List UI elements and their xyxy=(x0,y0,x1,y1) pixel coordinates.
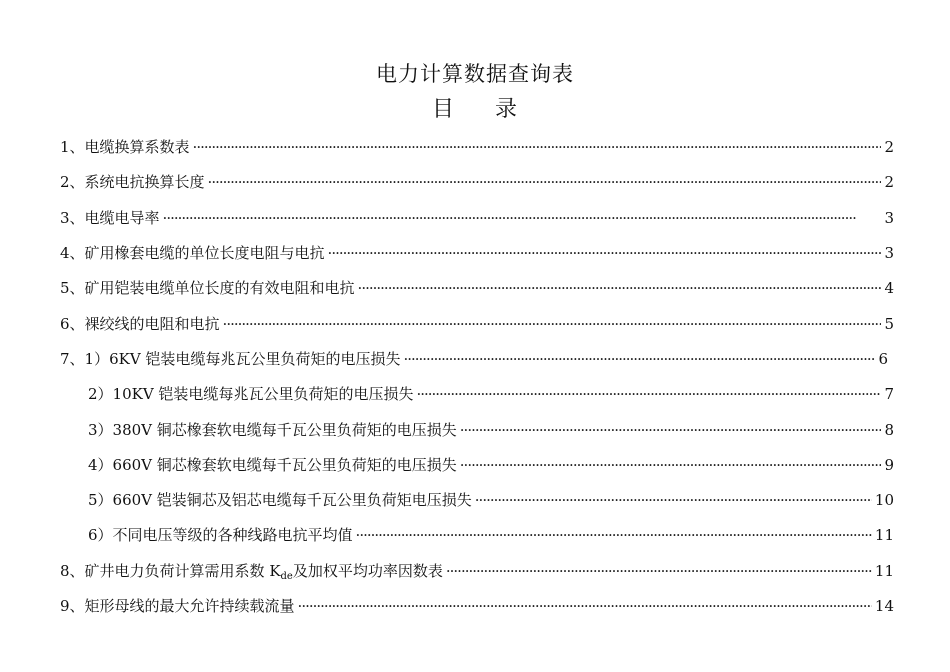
toc-entry-page: 3 xyxy=(884,244,894,262)
toc-entry-text: 3、电缆电导率 xyxy=(60,209,160,227)
toc-entry[interactable] xyxy=(60,313,894,337)
toc-leader xyxy=(460,456,881,474)
toc-leader xyxy=(163,209,881,227)
toc-leader xyxy=(358,279,881,297)
toc-entry-page: 3 xyxy=(884,209,894,227)
toc-entry-text: 4）660V 铜芯橡套软电缆每千瓦公里负荷矩的电压损失 xyxy=(88,456,457,474)
toc-subentry[interactable] xyxy=(88,419,894,443)
toc-entry-page: 2 xyxy=(884,138,894,156)
toc-entry-text: 5、矿用铠装电缆单位长度的有效电阻和电抗 xyxy=(60,279,355,297)
toc-entry-text: 1、电缆换算系数表 xyxy=(60,138,190,156)
toc-entry-page: 8 xyxy=(884,421,894,439)
toc-leader xyxy=(446,562,872,580)
toc-leader xyxy=(416,385,881,403)
toc-entry-text: 2）10KV 铠装电缆每兆瓦公里负荷矩的电压损失 xyxy=(88,385,414,403)
toc-entry[interactable] xyxy=(60,171,894,195)
toc-entry-text: 7、1）6KV 铠装电缆每兆瓦公里负荷矩的电压损失 xyxy=(60,350,401,368)
toc-entry-text: 6、裸绞线的电阻和电抗 xyxy=(60,315,220,333)
toc-entry-text: 5）660V 铠装铜芯及铝芯电缆每千瓦公里负荷矩电压损失 xyxy=(88,491,472,509)
toc-entry[interactable] xyxy=(60,242,894,266)
toc-leader xyxy=(403,350,875,368)
toc-leader xyxy=(328,244,881,262)
toc-leader xyxy=(475,491,872,509)
toc-entry-page: 11 xyxy=(874,526,894,544)
toc-entry-page: 14 xyxy=(874,597,894,615)
document-title: 电力计算数据查询表 xyxy=(376,62,574,86)
toc-entry[interactable] xyxy=(60,595,894,619)
toc-entry-text-pre: 8、矿井电力负荷计算需用系数 K xyxy=(60,562,281,580)
toc-entry-page: 7 xyxy=(884,385,894,403)
toc-entry[interactable] xyxy=(60,207,894,231)
toc-subentry[interactable] xyxy=(88,524,894,548)
toc-entry-text: 3）380V 铜芯橡套软电缆每千瓦公里负荷矩的电压损失 xyxy=(88,421,457,439)
toc-entry-text: 4、矿用橡套电缆的单位长度电阻与电抗 xyxy=(60,244,325,262)
toc-entry-page: 2 xyxy=(884,173,894,191)
toc-entry-page: 5 xyxy=(884,315,894,333)
toc-leader xyxy=(460,421,881,439)
toc-entry-subscript: de xyxy=(280,571,293,582)
toc-leader xyxy=(208,173,881,191)
toc-entry[interactable] xyxy=(60,277,894,301)
toc-heading-right: 录 xyxy=(495,97,519,122)
toc-heading-left: 目 xyxy=(431,97,455,122)
toc-entry-text: 6）不同电压等级的各种线路电抗平均值 xyxy=(88,526,353,544)
toc-entry-page: 4 xyxy=(884,279,894,297)
toc-entry-page: 11 xyxy=(874,562,894,580)
toc-entry[interactable] xyxy=(60,348,888,372)
toc-entry-page: 10 xyxy=(874,491,894,509)
toc-subentry[interactable] xyxy=(88,454,894,478)
toc-leader xyxy=(356,526,872,544)
toc-heading xyxy=(0,92,950,123)
toc-entry-text xyxy=(60,560,443,582)
toc-leader xyxy=(193,138,881,156)
toc-entry[interactable] xyxy=(60,560,894,584)
toc-leader xyxy=(298,597,872,615)
toc-entry-text-post: 及加权平均功率因数表 xyxy=(292,562,443,580)
toc-entry[interactable] xyxy=(60,136,894,160)
toc-entry-page: 9 xyxy=(884,456,894,474)
toc-entry-text: 2、系统电抗换算长度 xyxy=(60,173,205,191)
toc-entry-text: 9、矩形母线的最大允许持续载流量 xyxy=(60,597,295,615)
toc-entry-page: 6 xyxy=(878,350,888,368)
toc-subentry[interactable] xyxy=(88,383,894,407)
toc-leader xyxy=(223,315,881,333)
toc-subentry[interactable] xyxy=(88,489,894,513)
